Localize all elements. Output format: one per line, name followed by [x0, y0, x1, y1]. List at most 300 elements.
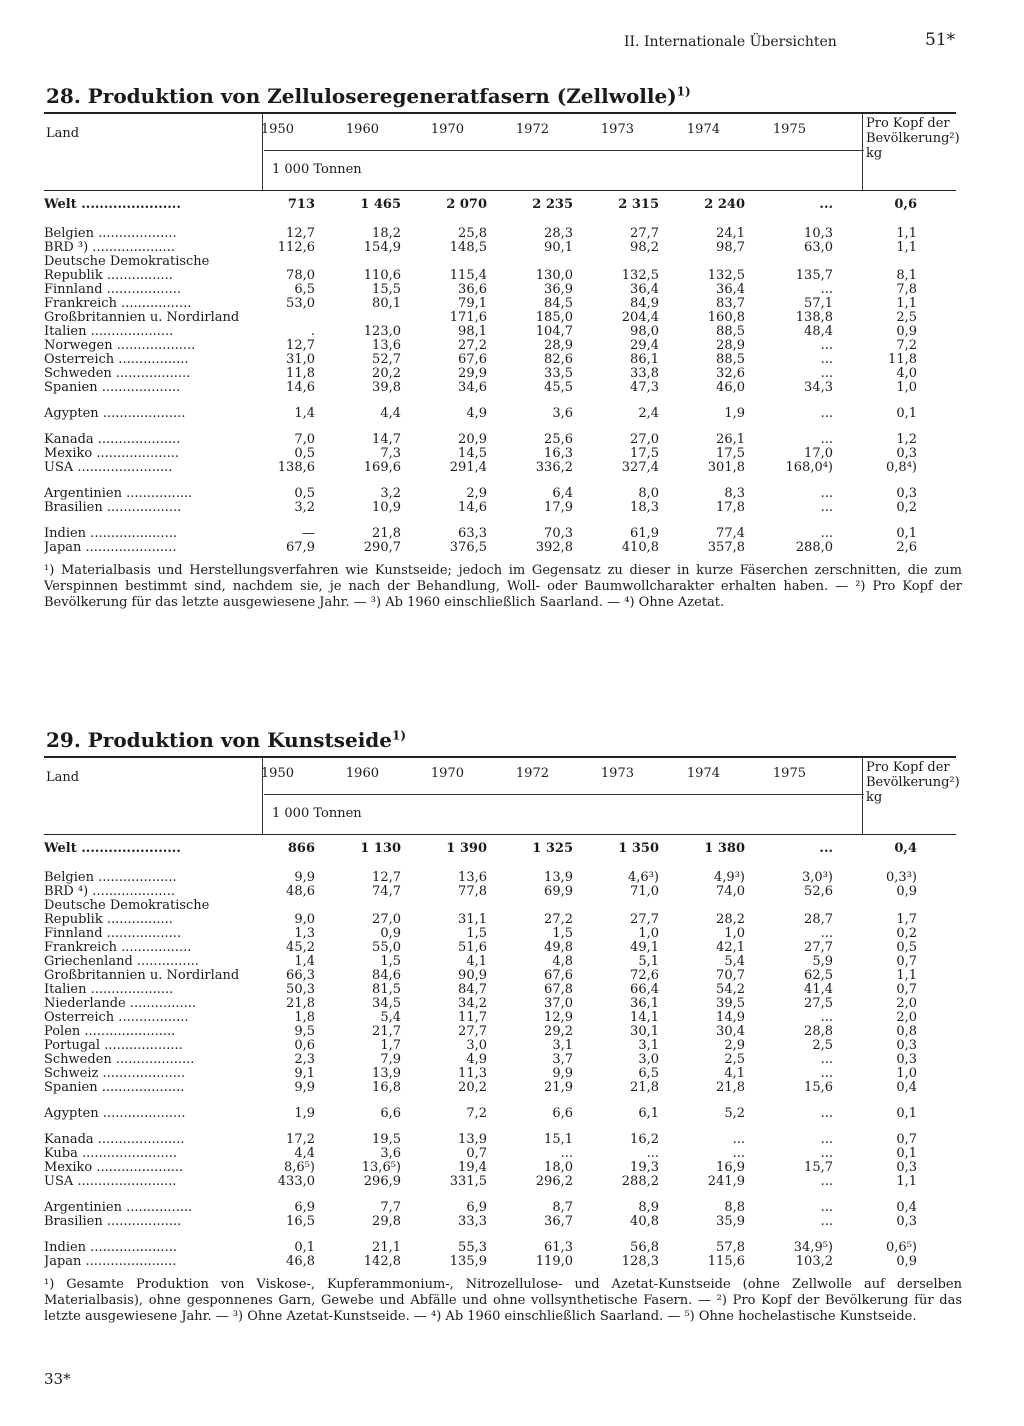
value-cell: 8,8	[724, 1200, 745, 1215]
value-cell: 0,4	[896, 1080, 917, 1095]
value-cell: 204,4	[621, 310, 659, 325]
value-cell: 13,6⁵)	[361, 1160, 401, 1175]
table-row	[44, 353, 917, 367]
value-cell: 336,2	[535, 460, 573, 475]
value-cell: 0,6⁵)	[886, 1240, 917, 1255]
value-cell: ...	[820, 338, 833, 353]
value-cell: ...	[820, 1174, 833, 1189]
value-cell: 5,4	[724, 954, 745, 969]
value-cell: 2,0	[896, 1010, 917, 1025]
value-cell: 1,9	[294, 1106, 315, 1121]
value-cell: 1 465	[360, 197, 401, 212]
value-cell: 6,4	[552, 486, 573, 501]
value-cell: 4,8	[552, 954, 573, 969]
value-cell: 1,4	[294, 406, 315, 421]
value-cell: 83,7	[716, 296, 745, 311]
value-cell: 77,4	[716, 526, 745, 541]
country-cell: Frankreich .................	[44, 297, 192, 311]
value-cell: 110,6	[363, 268, 401, 283]
value-cell: 16,9	[716, 1160, 745, 1175]
value-cell: 1 350	[618, 841, 659, 856]
value-cell: 36,6	[458, 282, 487, 297]
value-cell: 13,9	[372, 1066, 401, 1081]
value-cell: 3,7	[552, 1052, 573, 1067]
column-header-year: 1974	[686, 766, 720, 781]
value-cell: 0,6	[294, 1038, 315, 1053]
country-cell: Ägypten ....................	[44, 407, 186, 421]
column-header-year: 1975	[772, 122, 806, 137]
value-cell: 84,9	[630, 296, 659, 311]
value-cell: 12,7	[372, 870, 401, 885]
value-cell: 410,8	[621, 540, 659, 555]
value-cell: 52,6	[804, 884, 833, 899]
value-cell: 81,5	[372, 982, 401, 997]
value-cell: 130,0	[535, 268, 573, 283]
table-28-title-text: 28. Produktion von Zelluloseregeneratfasern (Zellwolle)	[46, 84, 677, 108]
value-cell: ...	[820, 1214, 833, 1229]
value-cell: 66,3	[286, 968, 315, 983]
value-cell: 392,8	[535, 540, 573, 555]
value-cell: 24,1	[716, 226, 745, 241]
value-cell: 331,5	[449, 1174, 487, 1189]
value-cell	[315, 899, 401, 913]
value-cell: 6,5	[638, 1066, 659, 1081]
value-cell: 35,9	[716, 1214, 745, 1229]
value-cell: 132,5	[621, 268, 659, 283]
country-cell: Italien ....................	[44, 983, 174, 997]
value-cell: 6,9	[466, 1200, 487, 1215]
value-cell: 19,4	[458, 1160, 487, 1175]
column-header-year: 1950	[260, 766, 294, 781]
value-cell: ...	[560, 1146, 573, 1161]
value-cell: 301,8	[707, 460, 745, 475]
table-row	[44, 433, 917, 447]
value-cell: 54,2	[716, 982, 745, 997]
table-row	[44, 487, 917, 501]
country-cell: Italien ....................	[44, 325, 174, 339]
value-cell: 291,4	[449, 460, 487, 475]
country-cell: Polen ......................	[44, 1025, 176, 1039]
value-cell: 74,7	[372, 884, 401, 899]
column-header-year: 1975	[772, 766, 806, 781]
value-cell: 866	[287, 841, 315, 856]
value-cell: 28,9	[544, 338, 573, 353]
value-cell: 3,2	[380, 486, 401, 501]
table-29	[44, 839, 917, 1269]
value-cell: 27,7	[630, 226, 659, 241]
value-cell: 49,8	[544, 940, 573, 955]
value-cell: 21,8	[630, 1080, 659, 1095]
value-cell: 26,1	[716, 432, 745, 447]
value-cell: 2,5	[724, 1052, 745, 1067]
table-row	[44, 1201, 917, 1215]
value-cell: 67,9	[286, 540, 315, 555]
value-cell: 32,6	[716, 366, 745, 381]
value-cell: 0,9	[896, 884, 917, 899]
column-header-year: 1972	[515, 766, 549, 781]
value-cell: ...	[820, 1010, 833, 1025]
value-cell: 2,5	[896, 310, 917, 325]
value-cell: ...	[732, 1132, 745, 1147]
value-cell: 0,7	[896, 1132, 917, 1147]
value-cell: 20,2	[372, 366, 401, 381]
value-cell: 14,7	[372, 432, 401, 447]
value-cell: 41,4	[804, 982, 833, 997]
value-cell: 7,2	[896, 338, 917, 353]
value-cell: 62,5	[804, 968, 833, 983]
column-header-year: 1972	[515, 122, 549, 137]
value-cell: ...	[819, 197, 833, 212]
table-28-footnote: ¹) Materialbasis und Herstellungsverfahren wie Kunstseide; jedoch im Gegensatz zu dieser in kurze Fäserchen zerschnitten, die zum Verspinnen bestimmt sind, nachdem sie, je nach der Behandlung, Woll- oder Baumwollcharakter erhalten haben. — ²) Pro Kopf der Bevölkerung für das letzte ausgewiesene Jahr. — ³) Ab 1960 einschließlich Saarland. — ⁴) Ohne Azetat.	[44, 563, 962, 610]
value-cell: 8,0	[638, 486, 659, 501]
table-row	[44, 1147, 917, 1161]
value-cell: 51,6	[458, 940, 487, 955]
value-cell: 0,3	[896, 1038, 917, 1053]
value-cell: 98,2	[630, 240, 659, 255]
value-cell: 9,5	[294, 1024, 315, 1039]
value-cell: 6,5	[294, 282, 315, 297]
rule	[44, 190, 956, 191]
value-cell: 18,0	[544, 1160, 573, 1175]
value-cell: 7,0	[294, 432, 315, 447]
value-cell: 0,1	[896, 1106, 917, 1121]
value-cell: 112,6	[277, 240, 315, 255]
value-cell: 6,9	[294, 1200, 315, 1215]
value-cell: 0,1	[294, 1240, 315, 1255]
value-cell: 0,9	[896, 324, 917, 339]
value-cell: 21,8	[716, 1080, 745, 1095]
unit-label: 1 000 Tonnen	[272, 162, 362, 177]
value-cell: 36,4	[716, 282, 745, 297]
value-cell: 0,7	[896, 982, 917, 997]
value-cell: 4,4	[294, 1146, 315, 1161]
value-cell: 357,8	[707, 540, 745, 555]
table-row	[44, 1053, 917, 1067]
country-cell: Kanada .....................	[44, 1133, 185, 1147]
table-28-header	[44, 114, 960, 190]
table-row	[44, 339, 917, 353]
value-cell: 0,9	[380, 926, 401, 941]
value-cell: 28,7	[804, 912, 833, 927]
value-cell: 7,9	[380, 1052, 401, 1067]
value-cell: 12,7	[286, 338, 315, 353]
country-cell: Österreich .................	[44, 353, 189, 367]
value-cell: 1,9	[724, 406, 745, 421]
country-cell: Indien .....................	[44, 527, 177, 541]
value-cell	[487, 255, 573, 269]
value-cell: 288,0	[795, 540, 833, 555]
value-cell: 3,0	[466, 1038, 487, 1053]
table-row	[44, 325, 917, 339]
value-cell: 17,9	[544, 500, 573, 515]
table-row	[44, 885, 917, 899]
country-cell: Indien .....................	[44, 1241, 177, 1255]
value-cell: 57,1	[804, 296, 833, 311]
column-header-year: 1960	[345, 766, 379, 781]
column-header-year: 1973	[600, 122, 634, 137]
value-cell: 48,6	[286, 884, 315, 899]
value-cell: 10,9	[372, 500, 401, 515]
table-29-title-sup: 1)	[392, 728, 407, 743]
value-cell: 0,3	[896, 446, 917, 461]
country-cell: Österreich .................	[44, 1011, 189, 1025]
value-cell: 5,4	[380, 1010, 401, 1025]
value-cell: 2,9	[724, 1038, 745, 1053]
value-cell: 433,0	[277, 1174, 315, 1189]
country-cell: Kanada ....................	[44, 433, 181, 447]
value-cell: 2 240	[704, 197, 745, 212]
value-cell: 160,8	[707, 310, 745, 325]
table-row	[44, 527, 917, 541]
value-cell: 3,0	[638, 1052, 659, 1067]
value-cell: 3,6	[380, 1146, 401, 1161]
value-cell	[659, 899, 745, 913]
value-cell: 1 130	[360, 841, 401, 856]
value-cell: 21,8	[286, 996, 315, 1011]
country-cell: Finnland ..................	[44, 283, 182, 297]
value-cell: 29,8	[372, 1214, 401, 1229]
value-cell: 10,3	[804, 226, 833, 241]
country-cell: Großbritannien u. Nordirland	[44, 969, 240, 983]
table-row	[44, 255, 917, 269]
value-cell: 7,8	[896, 282, 917, 297]
value-cell: 0,2	[896, 926, 917, 941]
value-cell: 1,1	[896, 296, 917, 311]
value-cell: ...	[820, 406, 833, 421]
value-cell: 27,2	[544, 912, 573, 927]
country-cell: Deutsche Demokratische	[44, 255, 210, 269]
page-number: 51*	[925, 30, 956, 50]
value-cell: 0,7	[466, 1146, 487, 1161]
value-cell: 84,7	[458, 982, 487, 997]
value-cell	[659, 255, 745, 269]
value-cell: 34,6	[458, 380, 487, 395]
table-row	[44, 927, 917, 941]
value-cell: 138,8	[795, 310, 833, 325]
value-cell: 2,5	[812, 1038, 833, 1053]
value-cell: 1,1	[896, 1174, 917, 1189]
unit-label: 1 000 Tonnen	[272, 806, 362, 821]
value-cell: 9,9	[552, 1066, 573, 1081]
value-cell: 2 315	[618, 197, 659, 212]
country-cell: Brasilien ..................	[44, 501, 182, 515]
value-cell: 16,8	[372, 1080, 401, 1095]
value-cell: 29,2	[544, 1024, 573, 1039]
value-cell: 0,1	[896, 1146, 917, 1161]
value-cell: 1,0	[724, 926, 745, 941]
value-cell	[249, 899, 315, 913]
value-cell: 36,4	[630, 282, 659, 297]
value-cell: 37,0	[544, 996, 573, 1011]
value-cell: 288,2	[621, 1174, 659, 1189]
column-divider	[862, 114, 863, 190]
column-header-year: 1970	[430, 766, 464, 781]
table-row	[44, 1215, 917, 1229]
table-row	[44, 501, 917, 515]
value-cell: 241,9	[707, 1174, 745, 1189]
table-row	[44, 969, 917, 983]
value-cell: 13,6	[458, 870, 487, 885]
value-cell: 74,0	[716, 884, 745, 899]
value-cell: 17,5	[630, 446, 659, 461]
value-cell: 27,7	[458, 1024, 487, 1039]
value-cell: 50,3	[286, 982, 315, 997]
value-cell: 171,6	[449, 310, 487, 325]
value-cell: 296,2	[535, 1174, 573, 1189]
value-cell: 15,7	[804, 1160, 833, 1175]
value-cell: 154,9	[363, 240, 401, 255]
value-cell: .	[310, 324, 315, 339]
table-row	[44, 407, 917, 421]
value-cell: 5,1	[638, 954, 659, 969]
value-cell: 169,6	[363, 460, 401, 475]
country-cell: Welt ......................	[44, 841, 181, 856]
country-cell: Mexiko ....................	[44, 447, 179, 461]
value-cell: 135,9	[449, 1254, 487, 1269]
value-cell: 40,8	[630, 1214, 659, 1229]
value-cell: 1,3	[294, 926, 315, 941]
value-cell: 6,1	[638, 1106, 659, 1121]
value-cell: 1 325	[532, 841, 573, 856]
value-cell: 115,4	[449, 268, 487, 283]
value-cell: ...	[820, 500, 833, 515]
value-cell: 82,6	[544, 352, 573, 367]
value-cell: 1 390	[446, 841, 487, 856]
value-cell: 20,9	[458, 432, 487, 447]
country-cell: USA ........................	[44, 1175, 177, 1189]
table-row	[44, 241, 917, 255]
value-cell: 31,1	[458, 912, 487, 927]
value-cell: 21,7	[372, 1024, 401, 1039]
table-row	[44, 1039, 917, 1053]
value-cell: 0,3	[896, 486, 917, 501]
value-cell: 86,1	[630, 352, 659, 367]
value-cell: 2 070	[446, 197, 487, 212]
value-cell: 4,9	[466, 1052, 487, 1067]
value-cell: 9,9	[294, 870, 315, 885]
value-cell: 8,1	[896, 268, 917, 283]
table-28-title	[46, 84, 956, 112]
value-cell: 39,5	[716, 996, 745, 1011]
value-cell: 34,2	[458, 996, 487, 1011]
value-cell: ...	[820, 1132, 833, 1147]
value-cell: ...	[820, 282, 833, 297]
value-cell: 11,7	[458, 1010, 487, 1025]
value-cell: 6,6	[380, 1106, 401, 1121]
country-cell: Norwegen ...................	[44, 339, 196, 353]
value-cell: 1,5	[380, 954, 401, 969]
column-header-land: Land	[46, 770, 80, 785]
table-row	[44, 297, 917, 311]
table-row	[44, 381, 917, 395]
value-cell: 67,8	[544, 982, 573, 997]
table-29-title	[46, 728, 956, 756]
value-cell: 16,5	[286, 1214, 315, 1229]
value-cell: 57,8	[716, 1240, 745, 1255]
value-cell: 1,0	[896, 380, 917, 395]
value-cell: 20,2	[458, 1080, 487, 1095]
country-cell: Brasilien ..................	[44, 1215, 182, 1229]
value-cell: 27,2	[458, 338, 487, 353]
value-cell	[745, 899, 833, 913]
value-cell: 29,9	[458, 366, 487, 381]
value-cell: 63,3	[458, 526, 487, 541]
table-row	[44, 1133, 917, 1147]
column-header-land: Land	[46, 126, 80, 141]
value-cell: 132,5	[707, 268, 745, 283]
table-row	[44, 447, 917, 461]
value-cell: 4,1	[466, 954, 487, 969]
value-cell: 18,2	[372, 226, 401, 241]
value-cell: 1,7	[896, 912, 917, 927]
value-cell: ...	[820, 1066, 833, 1081]
value-cell: ...	[820, 1146, 833, 1161]
value-cell: 290,7	[363, 540, 401, 555]
value-cell: 17,0	[804, 446, 833, 461]
value-cell: 90,9	[458, 968, 487, 983]
value-cell: 29,4	[630, 338, 659, 353]
value-cell: 14,6	[286, 380, 315, 395]
value-cell: 128,3	[621, 1254, 659, 1269]
table-row	[44, 311, 917, 325]
value-cell: 3,0³)	[802, 870, 833, 885]
value-cell: 1,1	[896, 240, 917, 255]
table-28-section	[44, 84, 962, 611]
value-cell: 46,8	[286, 1254, 315, 1269]
table-row	[44, 955, 917, 969]
value-cell: 34,3	[804, 380, 833, 395]
value-cell: 70,7	[716, 968, 745, 983]
value-cell: 0,4	[894, 841, 917, 856]
value-cell: 4,9	[466, 406, 487, 421]
value-cell: 6,6	[552, 1106, 573, 1121]
value-cell: 18,3	[630, 500, 659, 515]
value-cell: 56,8	[630, 1240, 659, 1255]
value-cell: 142,8	[363, 1254, 401, 1269]
value-cell: 88,5	[716, 324, 745, 339]
value-cell: ...	[820, 366, 833, 381]
value-cell: ...	[646, 1146, 659, 1161]
value-cell: 42,1	[716, 940, 745, 955]
value-cell: 13,9	[458, 1132, 487, 1147]
table-row	[44, 541, 917, 555]
value-cell: 17,5	[716, 446, 745, 461]
value-cell: 376,5	[449, 540, 487, 555]
value-cell: 15,1	[544, 1132, 573, 1147]
table-row	[44, 269, 917, 283]
value-cell: 31,0	[286, 352, 315, 367]
country-cell: Argentinien ................	[44, 1201, 193, 1215]
column-header-year: 1960	[345, 122, 379, 137]
value-cell: 34,9⁵)	[793, 1240, 833, 1255]
value-cell: 2,4	[638, 406, 659, 421]
value-cell: 47,3	[630, 380, 659, 395]
table-row	[44, 1161, 917, 1175]
value-cell: 7,3	[380, 446, 401, 461]
table-row	[44, 195, 917, 215]
country-cell: Spanien ....................	[44, 1081, 185, 1095]
country-cell: Japan ......................	[44, 541, 177, 555]
value-cell: 8,9	[638, 1200, 659, 1215]
country-cell: Mexiko .....................	[44, 1161, 184, 1175]
value-cell: 1,0	[896, 1066, 917, 1081]
country-cell: Belgien ...................	[44, 871, 177, 885]
value-cell: 27,0	[372, 912, 401, 927]
value-cell: 27,0	[630, 432, 659, 447]
unit-rule	[264, 150, 864, 151]
value-cell: 138,6	[277, 460, 315, 475]
table-row	[44, 941, 917, 955]
